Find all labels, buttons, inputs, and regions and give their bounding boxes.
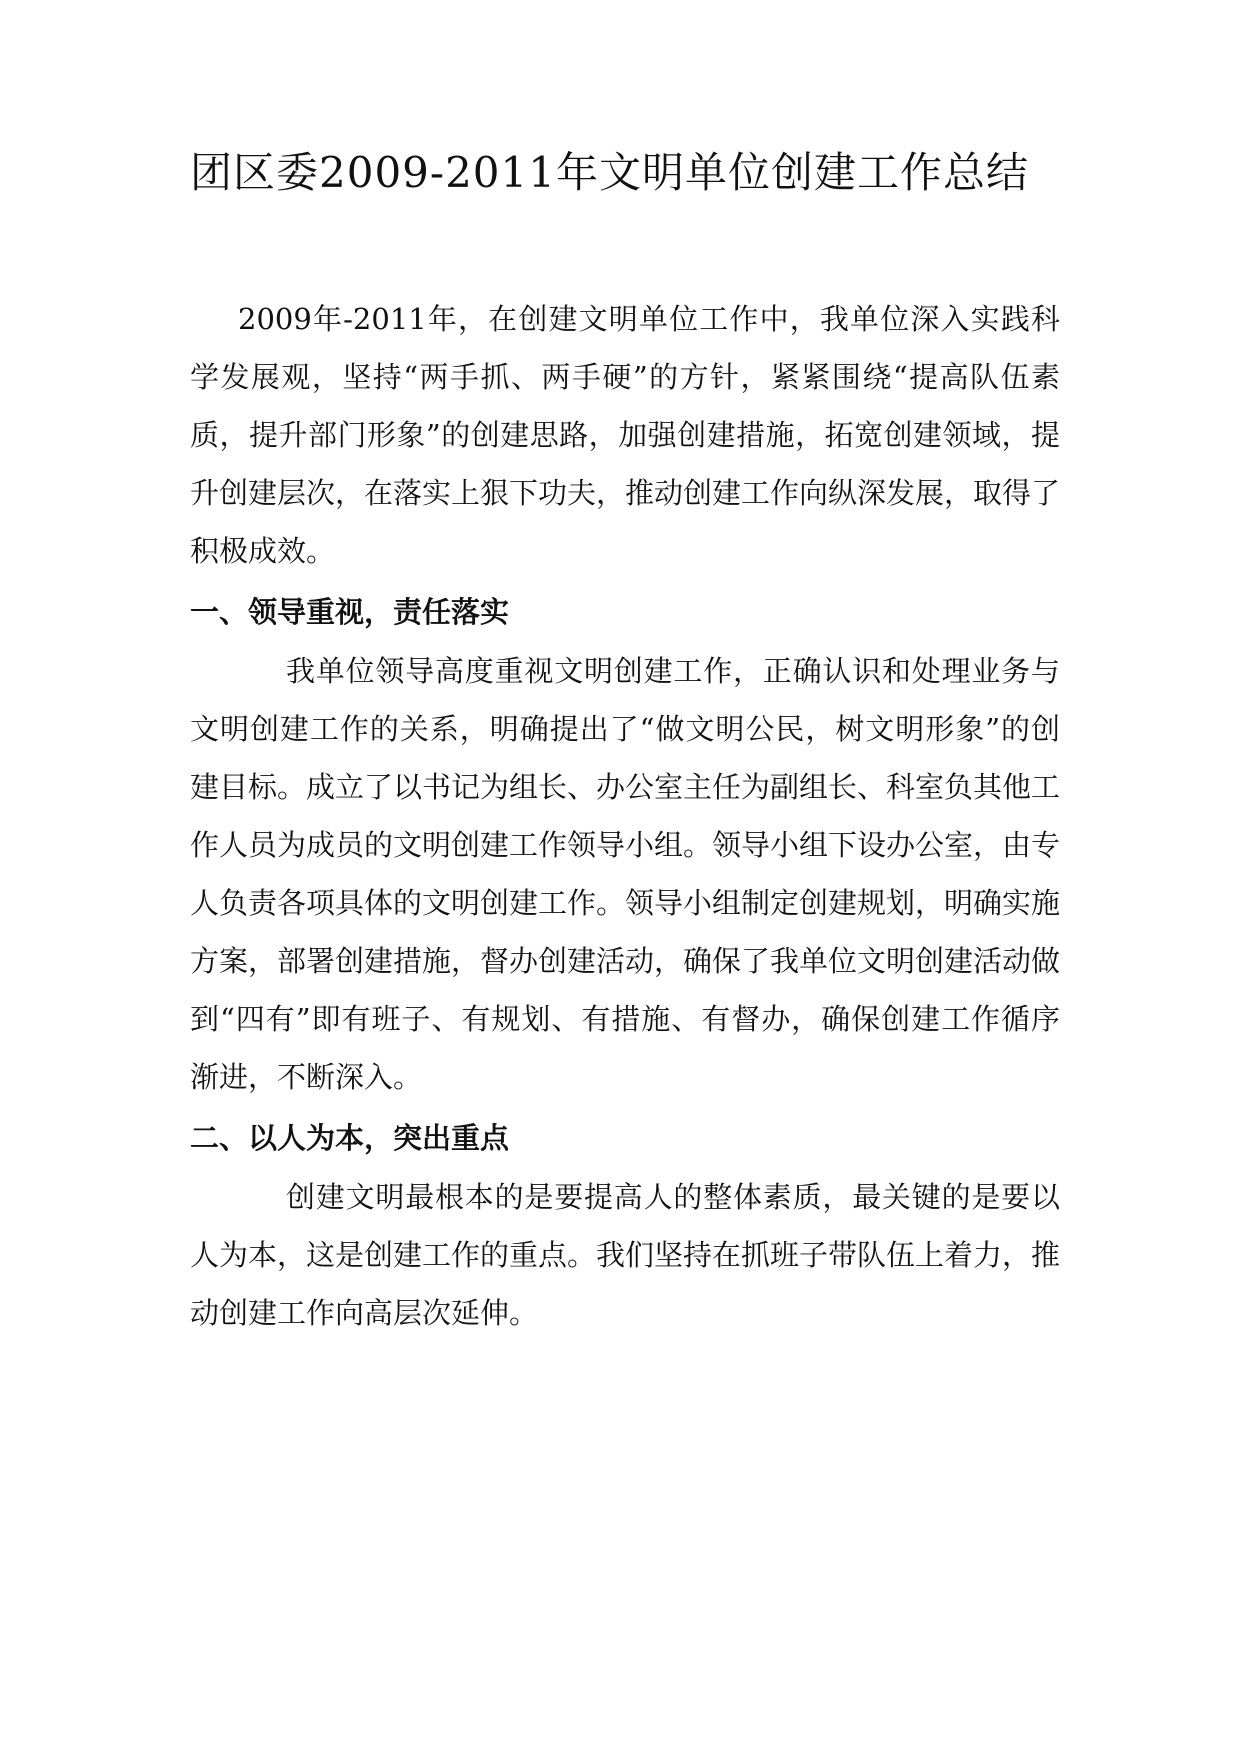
intro-paragraph: 2009年-2011年，在创建文明单位工作中，我单位深入实践科学发展观，坚持“两手抓、两手硬”的方针，紧紧围绕“提高队伍素质，提升部门形象”的创建思路，加强创建措施，拓宽创建领域，提升创建层次，在落实上狠下功夫，推动创建工作向纵深发展，取得了积极成效。 [190, 302, 1061, 568]
section-body: 我单位领导高度重视文明创建工作，正确认识和处理业务与文明创建工作的关系，明确提出了“做文明公民，树文明形象”的创建目标。成立了以书记为组长、办公室主任为副组长、科室负其他工作人员为成员的文明创建工作领导小组。领导小组下设办公室，由专人负责各项具体的文明创建工作。领导小组制定创建规划，明确实施方案，部署创建措施，督办创建活动，确保了我单位文明创建活动做到“四有”即有班子、有规划、有措施、有督办，确保创建工作循序渐进，不断深入。 [190, 654, 1061, 1094]
section-body: 创建文明最根本的是要提高人的整体素质，最关键的是要以人为本，这是创建工作的重点。我们坚持在抓班子带队伍上着力，推动创建工作向高层次延伸。 [190, 1180, 1061, 1330]
section-heading: 二、以人为本，突出重点 [190, 1121, 510, 1155]
section-1 [190, 584, 1060, 1106]
section-2 [190, 1110, 1060, 1342]
document-title: 团区委2009-2011年文明单位创建工作总结 [190, 148, 1029, 197]
document-page [190, 140, 1060, 1342]
section-heading: 一、领导重视，责任落实 [190, 595, 510, 629]
